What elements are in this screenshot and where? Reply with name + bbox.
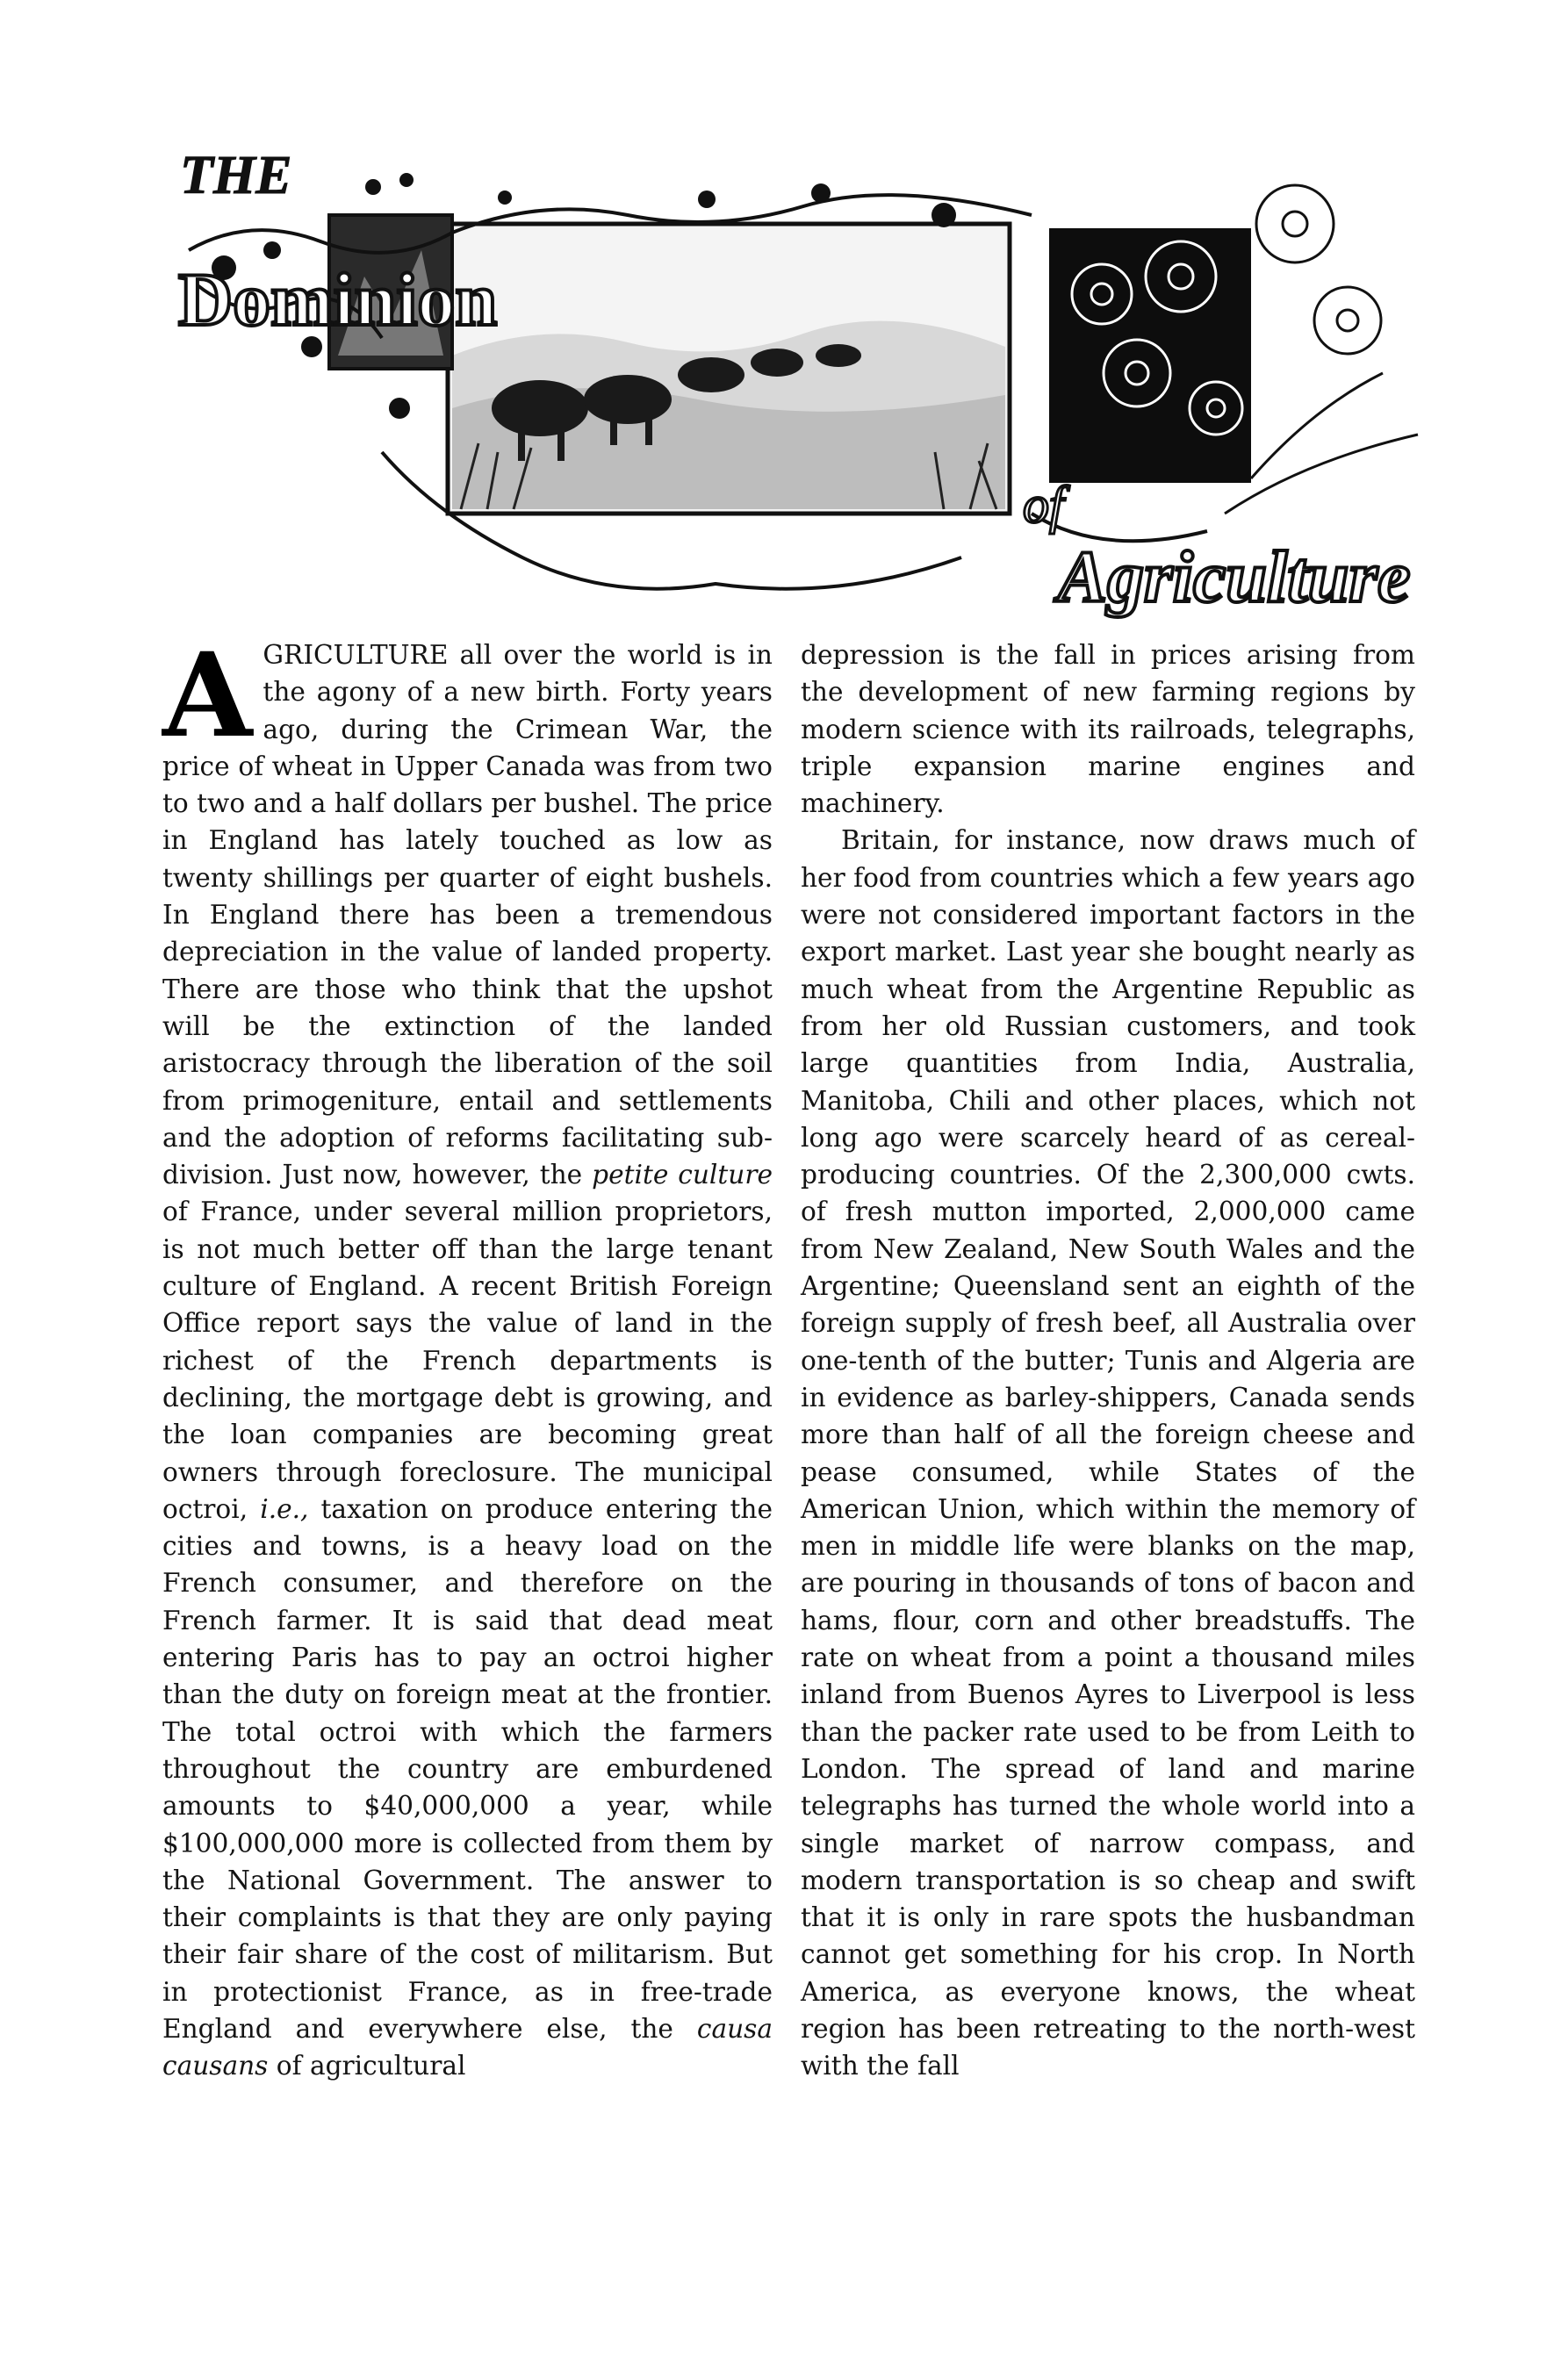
article-text: taxation on produce entering the cities and towns, is a heavy load on the French consumer, and therefore on the French farmer. It is said that dead meat entering Paris has to pay an octroi higher than the duty on foreign meat at the frontier. The total octroi with which the farmers throughout the country are emburdened amounts to $40,000,000 a year, while $100,000,000 more is collected from them by the National Government. The answer to their complaints is that they are only paying their fair share of the cost of militarism. But in protectionist France, as in free-trade England and everywhere else, the: [162, 1493, 773, 2044]
article-text: of agricultural: [268, 2051, 466, 2081]
drop-cap: A: [162, 628, 253, 764]
article-paragraph-continued: depression is the fall in prices arising from the development of new farming regions by modern science with its railroads, telegraphs, triple expansion marine engines and machinery.: [801, 640, 1415, 819]
title-the: THE: [180, 146, 292, 205]
article-column-right: [801, 636, 1415, 2085]
title-dominion: Dominion: [178, 257, 498, 341]
article-paragraph: [162, 628, 773, 2085]
italic-phrase: petite culture: [592, 1160, 773, 1190]
italic-phrase: causa causans: [162, 2013, 773, 2081]
article-text: GRICULTURE all over the world is in the agony of a new birth. Forty years ago, during the Crimean War, the price of wheat in Upper Canada was from two to two and a half dollars per bushel. The price in England has lately touched as low as twenty shillings per quarter of eight bushels. In England there has been a tremendous depreciation in the value of landed property. There are those who think that the upshot will be the extinction of the landed aristocracy through the liberation of the soil from primogeniture, entail and settlements and the adoption of reforms facilitating sub-division. Just now, however, the: [162, 640, 773, 1190]
article-text: of France, under several million proprietors, is not much better off than the large tenant culture of England. A recent British Foreign Office report says the value of land in the richest of the French departments is declining, the mortgage debt is growing, and the loan companies are becoming great owners through foreclosure. The municipal octroi,: [162, 1197, 773, 1524]
article-column-left: [162, 628, 773, 2085]
italic-phrase: i.e.,: [260, 1493, 309, 1524]
article-paragraph: Britain, for instance, now draws much of her food from countries which a few years ago were not considered important factors in the export market. Last year she bought nearly as much wheat from the Argentine Republic as from her old Russian customers, and took large quantities from India, Australia, Manitoba, Chili and other places, which not long ago were scarcely heard of as cereal-producing countries. Of the 2,300,000 cwts. of fresh mutton imported, 2,000,000 came from New Zealand, New South Wales and the Argentine; Queensland sent an eighth of the foreign supply of fresh beef, all Australia over one-tenth of the butter; Tunis and Algeria are in evidence as barley-shippers, Canada sends more than half of all the foreign cheese and pease consumed, while States of the American Union, which within the memory of men in middle life were blanks on the map, are pouring in thousands of tons of bacon and hams, flour, corn and other breadstuffs. The rate on wheat from a point a thousand miles inland from Buenos Ayres to Liverpool is less than the packer rate used to be from Leith to London. The spread of land and marine telegraphs has turned the whole world into a single market of narrow compass, and modern transportation is so cheap and swift that it is only in rare spots the husbandman cannot get something for his crop. In North America, as everyone knows, the wheat region has been retreating to the north-west with the fall: [801, 825, 1415, 2081]
title-agriculture: Agriculture: [1058, 536, 1411, 618]
title-of: of: [1023, 476, 1064, 534]
flower-panel: [1049, 185, 1418, 514]
landscape-panel: [448, 224, 1010, 514]
header-illustration: [171, 145, 1440, 632]
